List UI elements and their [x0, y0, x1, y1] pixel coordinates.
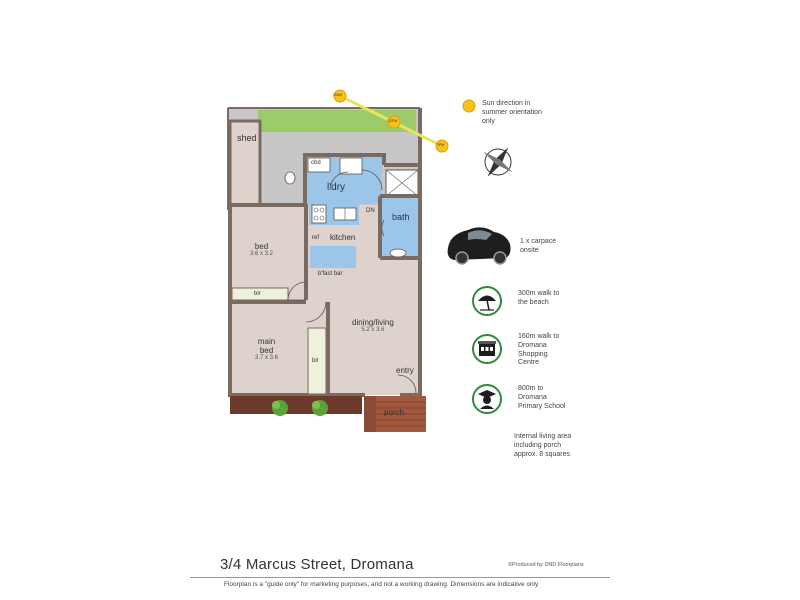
room-label-kitchen: kitchen [330, 233, 356, 242]
room-label-porch: porch [384, 408, 405, 417]
cooktop [312, 205, 326, 223]
sun-legend-line2: summer orientation [482, 108, 542, 116]
beach-line2: the beach [518, 298, 549, 306]
room-label-bath: bath [392, 212, 410, 222]
disclaimer-note: Floorplan is a "guide only" for marketing purposes, and not a working drawing. Dimensions are indicative only [224, 581, 539, 588]
school-line2: Dromana [518, 393, 547, 401]
property-address-title: 3/4 Marcus Street, Dromana [220, 556, 414, 573]
area-line2: including porch [514, 441, 562, 449]
footer-divider [190, 577, 610, 578]
carspace-line2: onsite [520, 246, 539, 254]
bed-label: bed [254, 242, 269, 251]
shop-icon [472, 334, 502, 364]
room-label-bir-top: bir [254, 291, 261, 297]
car-icon [448, 227, 511, 264]
room-label-dining [352, 318, 394, 334]
beach-line1: 300m walk to [518, 290, 560, 297]
main-bed-dims: 3.7 x 3.6 [255, 355, 279, 362]
compass-icon [482, 145, 515, 179]
producer-credit: ©Produced by DND Floorplans [508, 562, 584, 568]
main-bed-label-1: main [257, 337, 276, 346]
bed-dims: 3.6 x 3.2 [250, 251, 274, 258]
carspace-text [520, 238, 556, 256]
main-bed-label-2: bed [259, 346, 274, 356]
dining-dims: 5.2 x 3.6 [361, 327, 385, 334]
shop-line3: Shopping [518, 350, 548, 358]
sun-label-2: 12PM [388, 119, 398, 123]
school-line1: 800m to [518, 385, 544, 392]
room-label-bir-side: bir [312, 358, 319, 364]
school-icon [472, 384, 502, 414]
dining-label: dining/living [352, 318, 394, 327]
sun-label-3: 3PM [437, 143, 445, 147]
bath-basin [390, 249, 406, 257]
room-label-ref: ref [312, 235, 320, 241]
room-label-cbd: cbd [311, 160, 321, 166]
shop-line4: Centre [518, 359, 540, 367]
shop-text [518, 333, 559, 368]
beach-text [518, 290, 559, 308]
beach-umbrella-icon [472, 286, 502, 316]
laundry-tub [340, 158, 362, 174]
carspace-line1: 1 x carpace [520, 238, 557, 245]
room-label-main-bed [255, 337, 278, 362]
garden-strip [230, 396, 362, 414]
area-line3: approx. 8 squares [514, 450, 571, 458]
area-note [514, 433, 571, 459]
breakfast-bar [310, 246, 356, 268]
room-label-dn: DN [366, 208, 375, 214]
room-label-laundry: l'dry [327, 182, 346, 193]
sun-legend-line3: only [482, 117, 495, 125]
area-line1: Internal living area [514, 433, 572, 440]
shop-line2: Dromana [518, 341, 547, 349]
room-label-bfast-bar: b'fast bar [318, 271, 343, 277]
room-label-shed: shed [237, 133, 257, 143]
school-text [518, 385, 565, 411]
shop-line1: 160m walk to [518, 333, 560, 340]
room-label-entry: entry [396, 366, 414, 375]
sun-label-1: 12AM [333, 93, 343, 97]
school-line3: Primary School [518, 402, 566, 410]
sun-legend [482, 100, 542, 126]
room-label-bed [250, 242, 273, 258]
sun-legend-line1: Sun direction in [482, 100, 531, 107]
